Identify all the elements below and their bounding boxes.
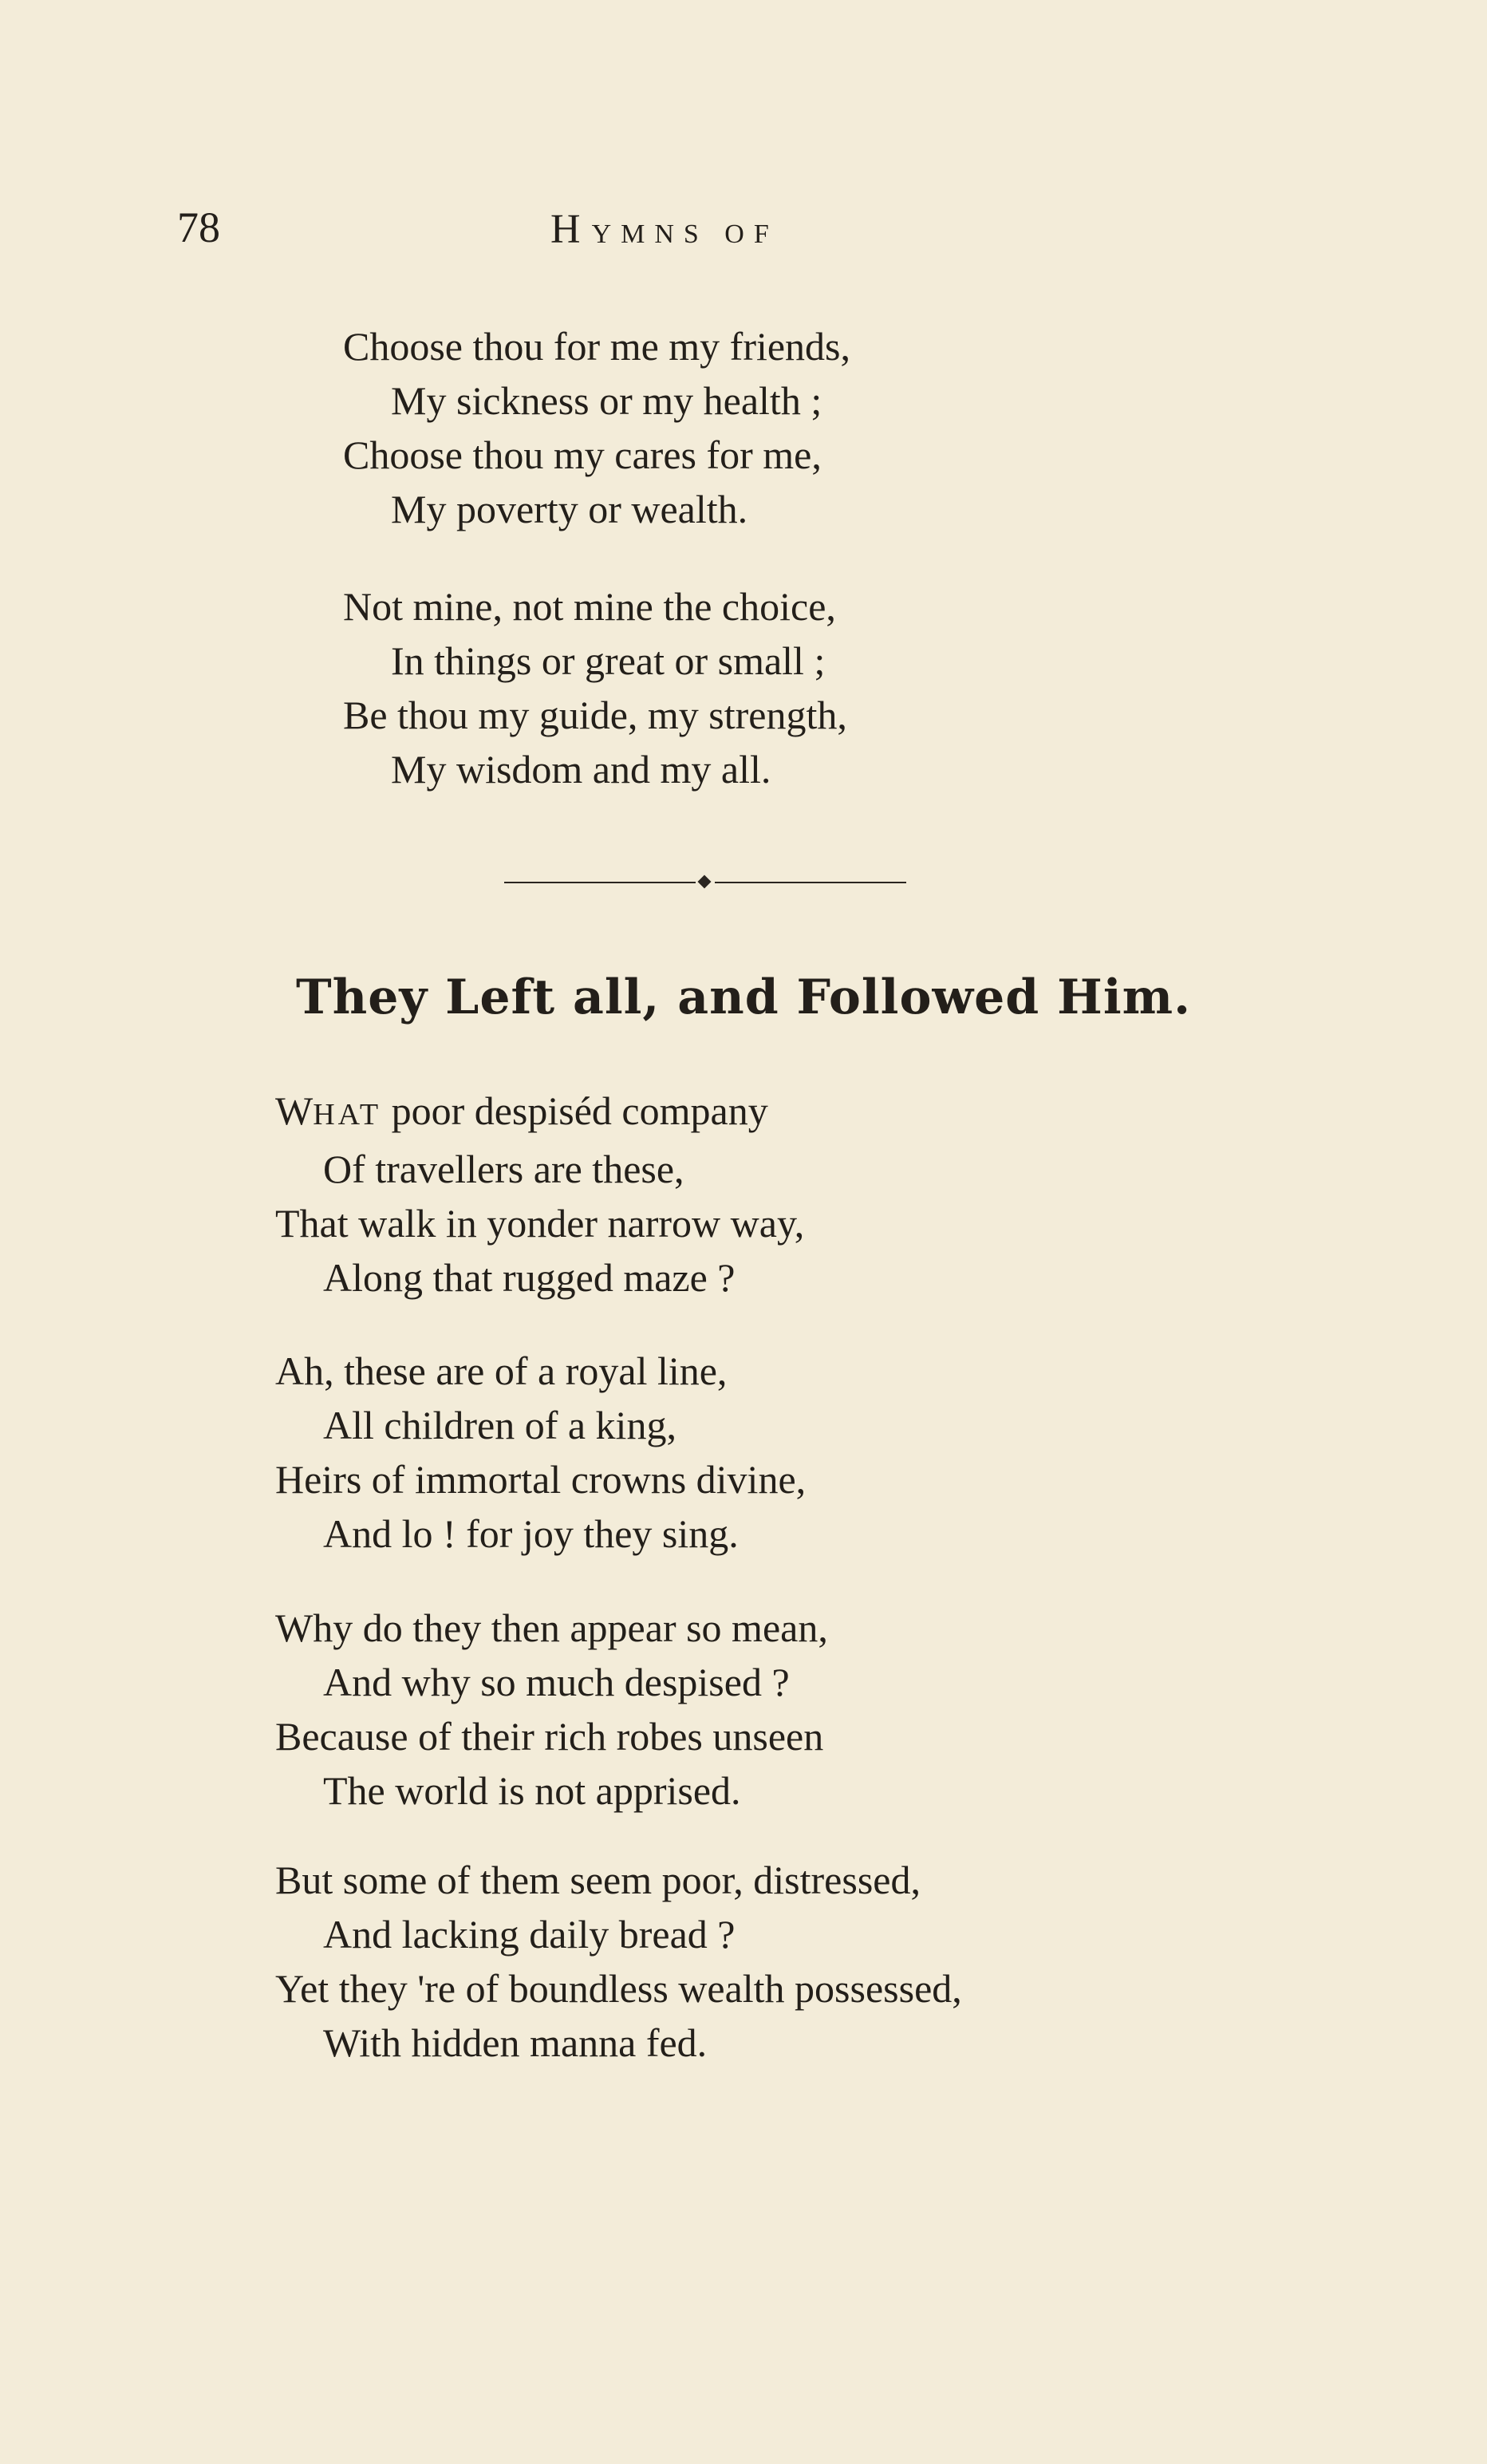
verse-line: Because of their rich robes unseen [275,1714,824,1759]
stanza [275,1853,962,2070]
verse-line: Choose thou my cares for me, [343,432,822,477]
verse-line: Why do they then appear so mean, [275,1605,828,1650]
running-head [550,209,779,251]
verse-line: Not mine, not mine the choice, [343,584,836,629]
stanza [343,579,847,796]
running-head-initial: H [550,207,592,252]
running-head-rest: YMNS OF [591,219,779,249]
verse-line: But some of them seem poor, distressed, [275,1858,921,1902]
verse-line: Choose thou for me my friends, [343,324,851,369]
verse-line: Be thou my guide, my strength, [343,693,847,737]
divider-rule-right [715,882,906,883]
verse-line: With hidden manna fed. [323,2020,708,2065]
verse-line: And why so much despised ? [323,1660,790,1704]
verse-line: And lo ! for joy they sing. [323,1511,739,1556]
verse-line: My poverty or wealth. [391,487,748,531]
verse-line: Yet they 're of boundless wealth possessed, [275,1966,962,2011]
verse-line: My wisdom and my all. [391,747,771,792]
verse-line: All children of a king, [323,1403,676,1447]
verse-line: That walk in yonder narrow way, [275,1201,805,1246]
verse-line: In things or great or small ; [391,638,826,683]
ornamental-divider [504,881,906,884]
verse-line: And lacking daily bread ? [323,1912,736,1957]
page-number: 78 [177,203,220,251]
verse-line: My sickness or my health ; [391,378,822,423]
diamond-ornament-icon [698,875,712,889]
first-line-rest: poor despiséd company [381,1088,768,1133]
poem-title: They Left all, and Followed Him. [295,969,1192,1025]
stanza [275,1084,804,1305]
verse-line-first [275,1084,804,1142]
divider-rule-left [504,882,696,883]
verse-line: Of travellers are these, [323,1147,684,1191]
stanza [275,1601,828,1818]
stanza [275,1344,806,1561]
drop-word-initial: W [275,1088,314,1133]
verse-line: Along that rugged maze ? [323,1255,736,1300]
stanza [343,319,850,536]
verse-line: The world is not apprised. [323,1768,741,1813]
verse-line: Ah, these are of a royal line, [275,1348,728,1393]
drop-word-rest: HAT [313,1098,382,1131]
verse-line: Heirs of immortal crowns divine, [275,1457,807,1502]
